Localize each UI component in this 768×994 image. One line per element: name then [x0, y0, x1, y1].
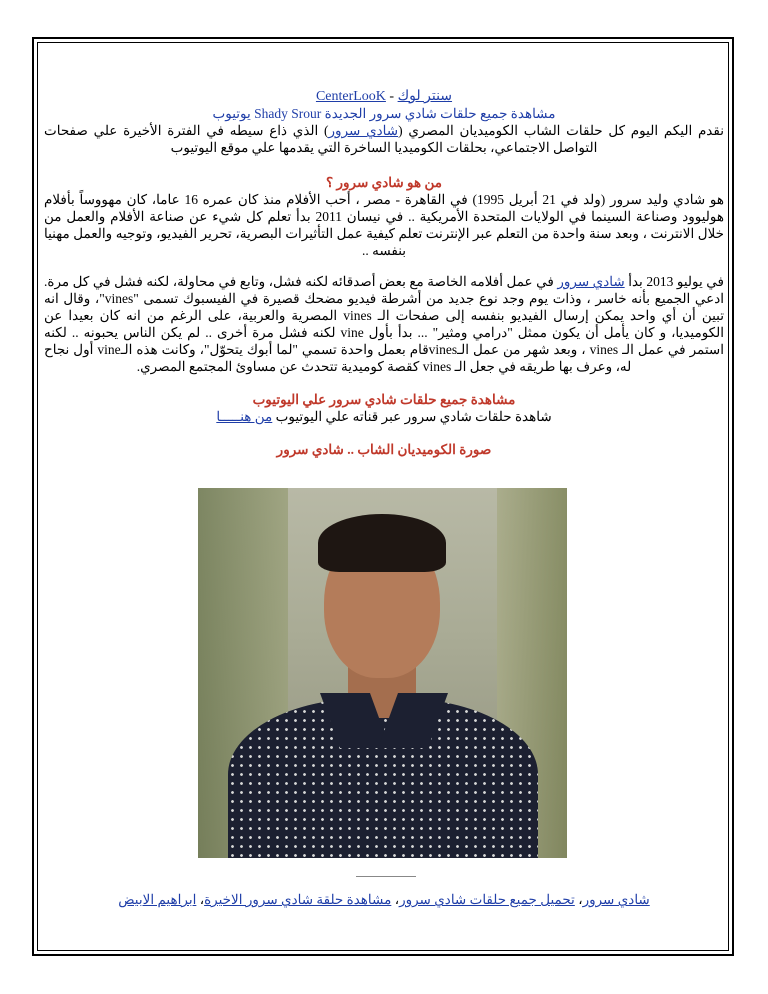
hair: [318, 514, 446, 572]
article-body: [44, 88, 724, 458]
caption-rule: [356, 876, 416, 877]
tag-link-download[interactable]: تحميل جميع حلقات شادي سرور: [399, 892, 575, 907]
subtitle-ar-2: يوتيوب: [212, 106, 251, 121]
shirt: [228, 698, 538, 858]
page-subtitle: [44, 105, 724, 122]
tags-caption: [44, 892, 724, 908]
tag-link-ibrahim[interactable]: ابراهيم الابيض: [118, 892, 197, 907]
subtitle-en: Shady Srour: [254, 106, 322, 121]
section2-text-2: في عمل أفلامه الخاصة مع بعض أصدقائه لكنه فشل، وتابع في محاولة، لكنه فشل في كل مرة. ادعي الجميع بأنه خاسر ، وذات يوم وجد نوع جديد من أشرطة فيديو مضحك قصيرة في الفيسبوك تسمى "vines"، وقال انه تبين أن أي واحد يمكن إرسال الفيديو بنفسه إلى صفحات الـ vines المصرية والعربية، على الرغم من انه كان بعيدا عن الكوميديا، و كان يأمل أن يكون ممثل "درامي ومثير" ... بدأ بأول vine لكنه فشل مرة أخرى .. لم يكن الناس يحبونه .. لكنه استمر في عمل الـ vines ، وبعد شهر من عمل الـvinesقام بعمل واحدة تسمي "لما أبوك يتحوّل"، وكانت هذه الـvine أول نجاح له، وعرف بها طريقه في جعل الـ vines كقصة كوميدية تتحدث عن مساوئ المجتمع المصري.: [44, 274, 724, 374]
section3-heading: مشاهدة جميع حلقات شادي سرور علي اليوتيوب: [252, 392, 516, 407]
intro-text-2: ) الذي ذاع سيطه في الفترة الأخيرة علي صفحات التواصل الاجتماعي، بحلقات الكوميديا الساخرة التي يقدمها علي موقع اليوتيوب: [44, 123, 598, 155]
intro-paragraph: [44, 122, 724, 156]
youtube-channel-link[interactable]: من هنـــــا: [216, 409, 273, 424]
site-name-en-link[interactable]: CenterLooK: [315, 89, 386, 104]
tag-sep-1: ،: [574, 892, 583, 907]
site-name-ar-link[interactable]: سنتر لوك: [397, 89, 453, 104]
tag-link-latest[interactable]: مشاهدة حلقة شادي سرور الاخيرة: [204, 892, 392, 907]
section3-text: شاهدة حلقات شادي سرور عبر قناته علي اليوتيوب: [272, 409, 552, 424]
subtitle-ar-1: مشاهدة جميع حلقات شادي سرور الجديدة: [324, 106, 556, 121]
section2-body: [44, 273, 724, 375]
title-separator: -: [389, 89, 395, 104]
intro-text-1: نقدم اليكم اليوم كل حلقات الشاب الكوميديان المصري (: [398, 123, 724, 138]
tag-sep-2: ،: [391, 892, 400, 907]
portrait-photo: [198, 488, 567, 858]
section3-body: [44, 408, 724, 425]
section1-body: هو شادي وليد سرور (ولد في 21 أبريل 1995) في القاهرة - مصر ، أحب الأفلام منذ كان عمره 16 عاما، كان مهووساً بأفلام هوليوود وصناعة السينما في الولايات المتحدة الأمريكية .. في نيسان 2011 بدأ تعلم كل شيء عن صناعة الأفلام والعمل من خلال الانترنت ، وبعد سنة واحدة من التعلم عبر الإنترنت تعلم كيفية عمل التأثيرات البصرية، تحرير الفيديو، وتوجيه والعمل مهنيا بنفسه ..: [44, 192, 725, 258]
intro-link-shady[interactable]: شادي سرور: [328, 123, 399, 138]
section2-link-shady[interactable]: شادي سرور: [557, 274, 625, 289]
site-title: [44, 88, 724, 105]
photo-heading: صورة الكوميديان الشاب .. شادي سرور: [276, 442, 492, 457]
tag-link-shady[interactable]: شادي سرور: [582, 892, 650, 907]
section1-heading: من هو شادي سرور ؟: [325, 175, 443, 190]
tag-sep-3: ،: [196, 892, 205, 907]
section2-text-1: في يوليو 2013 بدأ: [624, 274, 724, 289]
